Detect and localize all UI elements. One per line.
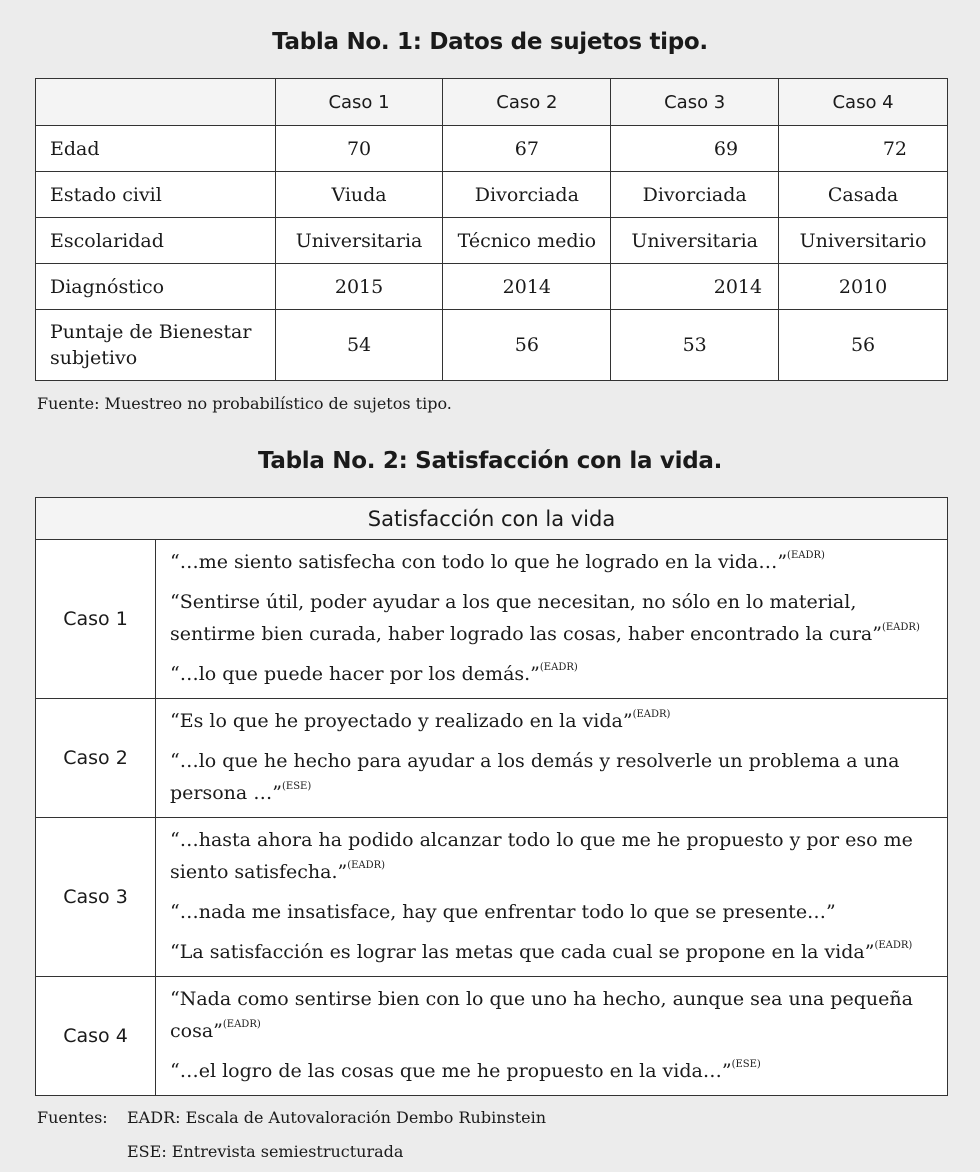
cell: 53: [611, 310, 779, 381]
sources-label: Fuentes:: [37, 1108, 108, 1127]
table-row: [36, 218, 948, 264]
table-header-row: [36, 79, 948, 126]
source-eadr: EADR: Escala de Autovaloración Dembo Rubinstein: [127, 1108, 547, 1127]
cell: 67: [443, 126, 611, 172]
cell: 56: [443, 310, 611, 381]
row-label: Escolaridad: [36, 218, 276, 264]
quotes-cell: [156, 699, 948, 818]
quote: “Es lo que he proyectado y realizado en la vida”$^{(EADR)}$: [170, 709, 671, 732]
cell: 56: [779, 310, 948, 381]
header-cell: Caso 3: [611, 79, 779, 126]
table2-title: Tabla No. 2: Satisfacción con la vida.: [257, 448, 723, 474]
case-row: [36, 540, 948, 699]
quote: “La satisfacción es lograr las metas que cada cual se propone en la vida”$^{(EADR)}$: [170, 940, 913, 963]
cell: Casada: [779, 172, 948, 218]
cell: Universitario: [779, 218, 948, 264]
cell: 2010: [779, 264, 948, 310]
cell: 2014: [443, 264, 611, 310]
cell: 2015: [275, 264, 443, 310]
quote: “…lo que puede hacer por los demás.”$^{(EADR)}$: [170, 662, 578, 685]
cell: 72: [779, 126, 948, 172]
quote: “…hasta ahora ha podido alcanzar todo lo que me he propuesto y por eso me siento satisfecha.”$^{(EADR)}$: [170, 829, 913, 883]
case-row: [36, 977, 948, 1096]
table1-source: Fuente: Muestreo no probabilístico de sujetos tipo.: [37, 394, 452, 413]
case-row: [36, 818, 948, 977]
case-label: Caso 1: [36, 540, 156, 699]
table2-header: Satisfacción con la vida: [36, 498, 948, 540]
row-label: Edad: [36, 126, 276, 172]
cell: Divorciada: [443, 172, 611, 218]
cell: Universitaria: [275, 218, 443, 264]
header-cell: Caso 2: [443, 79, 611, 126]
table1-title: Tabla No. 1: Datos de sujetos tipo.: [272, 29, 708, 55]
source-ese: ESE: Entrevista semiestructurada: [127, 1142, 404, 1161]
header-cell: [36, 79, 276, 126]
table-row: [36, 264, 948, 310]
case-label: Caso 3: [36, 818, 156, 977]
cell: Universitaria: [611, 218, 779, 264]
table-row: [36, 126, 948, 172]
case-label: Caso 2: [36, 699, 156, 818]
quote: “…me siento satisfecha con todo lo que he logrado en la vida…”$^{(EADR)}$: [170, 550, 825, 573]
header-cell: Caso 4: [779, 79, 948, 126]
table-row: [36, 172, 948, 218]
quote: “…lo que he hecho para ayudar a los demás y resolverle un problema a una persona …”$^{(ESE)}$: [170, 750, 900, 804]
table-header-row: [36, 498, 948, 540]
cell: 54: [275, 310, 443, 381]
row-label: Puntaje de Bienestar subjetivo: [36, 310, 276, 381]
quote: “…nada me insatisface, hay que enfrentar todo lo que se presente…”: [170, 901, 836, 923]
cell: 2014: [611, 264, 779, 310]
quotes-cell: [156, 540, 948, 699]
subjects-data-table: [35, 78, 948, 381]
cell: 70: [275, 126, 443, 172]
quote: “Sentirse útil, poder ayudar a los que necesitan, no sólo en lo material, sentirme bien curada, haber logrado las cosas, haber encontrado la cura”$^{(EADR)}$: [170, 591, 920, 645]
row-label: Estado civil: [36, 172, 276, 218]
table-row: [36, 310, 948, 381]
quotes-cell: [156, 977, 948, 1096]
case-label: Caso 4: [36, 977, 156, 1096]
row-label: Diagnóstico: [36, 264, 276, 310]
quotes-cell: [156, 818, 948, 977]
cell: Técnico medio: [443, 218, 611, 264]
cell: Divorciada: [611, 172, 779, 218]
header-cell: Caso 1: [275, 79, 443, 126]
cell: Viuda: [275, 172, 443, 218]
quote: “…el logro de las cosas que me he propuesto en la vida…”$^{(ESE)}$: [170, 1059, 761, 1082]
case-row: [36, 699, 948, 818]
life-satisfaction-table: [35, 497, 948, 1096]
cell: 69: [611, 126, 779, 172]
quote: “Nada como sentirse bien con lo que uno ha hecho, aunque sea una pequeña cosa”$^{(EADR)}$: [170, 988, 913, 1042]
